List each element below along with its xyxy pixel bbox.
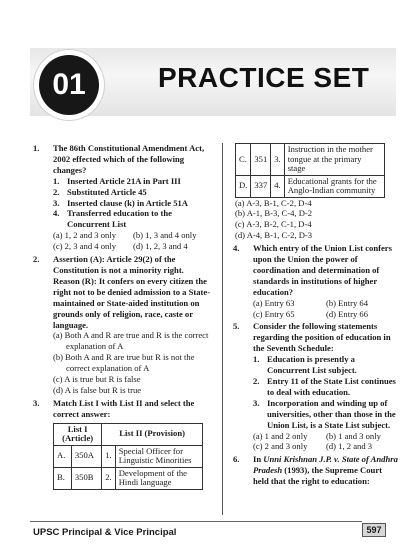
provision-cell: Development of the Hindi language xyxy=(115,467,202,489)
left-column xyxy=(33,143,213,490)
option-c: (c) A is true but R is false xyxy=(53,374,141,385)
answer-options xyxy=(253,298,399,320)
provision-cell: Instruction in the mother tongue at the primary stage xyxy=(284,144,384,176)
statement: 3. Inserted clause (k) in Article 51A xyxy=(53,197,189,208)
question-stem: The 86th Constitutional Amendment Act, 2002 effected which of the following changes? xyxy=(53,143,205,175)
question-5 xyxy=(233,321,399,452)
option-a: (a) 1, 2 and 3 only xyxy=(53,230,117,241)
option-a: (a) Both A and R are true and R is the correct explanation of A xyxy=(53,330,209,352)
assertion: Assertion (A): Article 29(2) of the Constitution is not a minority right. xyxy=(53,254,184,275)
option-a: (a) Entry 63 xyxy=(253,297,295,308)
page-number: 597 xyxy=(362,523,386,537)
statement: 2. Substituted Article 45 xyxy=(53,186,147,197)
table-row xyxy=(54,467,203,489)
option-b: (b) 1 and 3 only xyxy=(326,430,381,441)
option-c: (c) Entry 65 xyxy=(253,308,295,319)
table-row xyxy=(54,445,203,467)
option-d: (d) 1, 2, 3 and 4 xyxy=(133,241,188,252)
table-row xyxy=(236,175,385,197)
question-number: 1. xyxy=(33,143,40,153)
question-4 xyxy=(233,243,399,319)
row-number: 2. xyxy=(102,467,115,489)
question-number: 2. xyxy=(33,254,40,265)
column-divider xyxy=(222,143,223,515)
option-b: (b) Entry 64 xyxy=(326,297,369,308)
list-1-header: List I (Article) xyxy=(54,423,102,445)
answer-options xyxy=(253,431,399,453)
provision-cell: Educational grants for the Anglo-Indian community xyxy=(284,175,384,197)
question-stem: Which entry of the Union List confers upon the Union the power of coordination and determination of standards in institutions of higher education? xyxy=(253,243,392,297)
option-d: (d) 1, 2 and 3 xyxy=(326,441,373,452)
question-stem: Consider the following statements regarding the position of education in the Seventh Schedule: xyxy=(253,321,391,354)
match-table-continued xyxy=(235,143,385,198)
chapter-number-badge: 01 xyxy=(39,55,99,115)
article-cell: 337 xyxy=(251,175,271,197)
question-2 xyxy=(33,254,213,396)
question-number: 4. xyxy=(233,243,240,254)
question-number: 6. xyxy=(233,454,240,465)
table-row xyxy=(236,144,385,176)
answer-options xyxy=(53,230,213,252)
question-number: 3. xyxy=(33,397,40,408)
match-table xyxy=(53,423,203,490)
case-name: Unni Krishnan J.P. v. State of Andhra Pradesh xyxy=(253,454,398,476)
provision-cell: Special Officer for Linguistic Minorities xyxy=(115,445,202,467)
q3-options xyxy=(235,198,399,242)
statement: 4. Transferred education to the Concurrent List xyxy=(53,208,172,230)
row-number: 1. xyxy=(102,445,115,467)
option-d: (d) Entry 66 xyxy=(326,308,369,319)
option-b: (b) 1, 3 and 4 only xyxy=(133,230,197,241)
option-b: (b) Both A and R are true but R is not the correct explanation of A xyxy=(53,352,195,374)
statement: 1. Inserted Article 21A in Part III xyxy=(53,175,181,186)
table-header-row xyxy=(54,423,203,445)
statement: 2. Entry 11 of the State List continues to deal with education. xyxy=(253,376,396,397)
option-a: (a) A-3, B-1, C-2, D-4 xyxy=(235,197,312,208)
option-d: (d) A-4, B-1, C-2, D-3 xyxy=(235,230,313,241)
footer-rule xyxy=(30,521,362,522)
question-3 xyxy=(33,398,213,490)
statement: 3. Incorporation and winding up of universities, other than those in the Union List, is a State List subject. xyxy=(253,397,396,430)
chapter-title: PRACTICE SET xyxy=(158,62,370,93)
question-stem: In Unni Krishnan J.P. v. State of Andhra Pradesh (1993), the Supreme Court held that the right to education: xyxy=(253,454,398,487)
question-stem: Match List I with List II and select the correct answer: xyxy=(53,397,195,419)
right-column xyxy=(233,143,399,487)
article-cell: 350B xyxy=(71,467,101,489)
article-cell: 351 xyxy=(251,144,271,176)
row-number: 4. xyxy=(271,175,284,197)
question-1 xyxy=(33,143,213,252)
option-d: (d) A is false but R is true xyxy=(53,384,142,395)
row-letter: B. xyxy=(54,467,72,489)
row-letter: C. xyxy=(236,144,251,176)
list-2-header: List II (Provision) xyxy=(102,423,203,445)
question-number: 5. xyxy=(233,321,240,332)
option-c: (c) A-3, B-2, C-1, D-4 xyxy=(235,219,312,230)
row-number: 3. xyxy=(271,144,284,176)
question-6 xyxy=(233,454,399,487)
footer-title: UPSC Principal & Vice Principal xyxy=(33,527,177,538)
statement: 1. Education is presently a Concurrent List subject. xyxy=(253,354,357,376)
option-b: (b) A-1, B-3, C-4, D-2 xyxy=(235,208,313,219)
reason: Reason (R): It confers on every citizen the right not to be denied admission to a State-maintained or State-aided institution on grounds only of religion, race, caste or language. xyxy=(53,275,211,330)
option-a: (a) 1 and 2 only xyxy=(253,430,308,441)
row-letter: A. xyxy=(54,445,72,467)
row-letter: D. xyxy=(236,175,251,197)
article-cell: 350A xyxy=(71,445,101,467)
option-c: (c) 2, 3 and 4 only xyxy=(53,241,117,252)
option-c: (c) 2 and 3 only xyxy=(253,441,308,452)
